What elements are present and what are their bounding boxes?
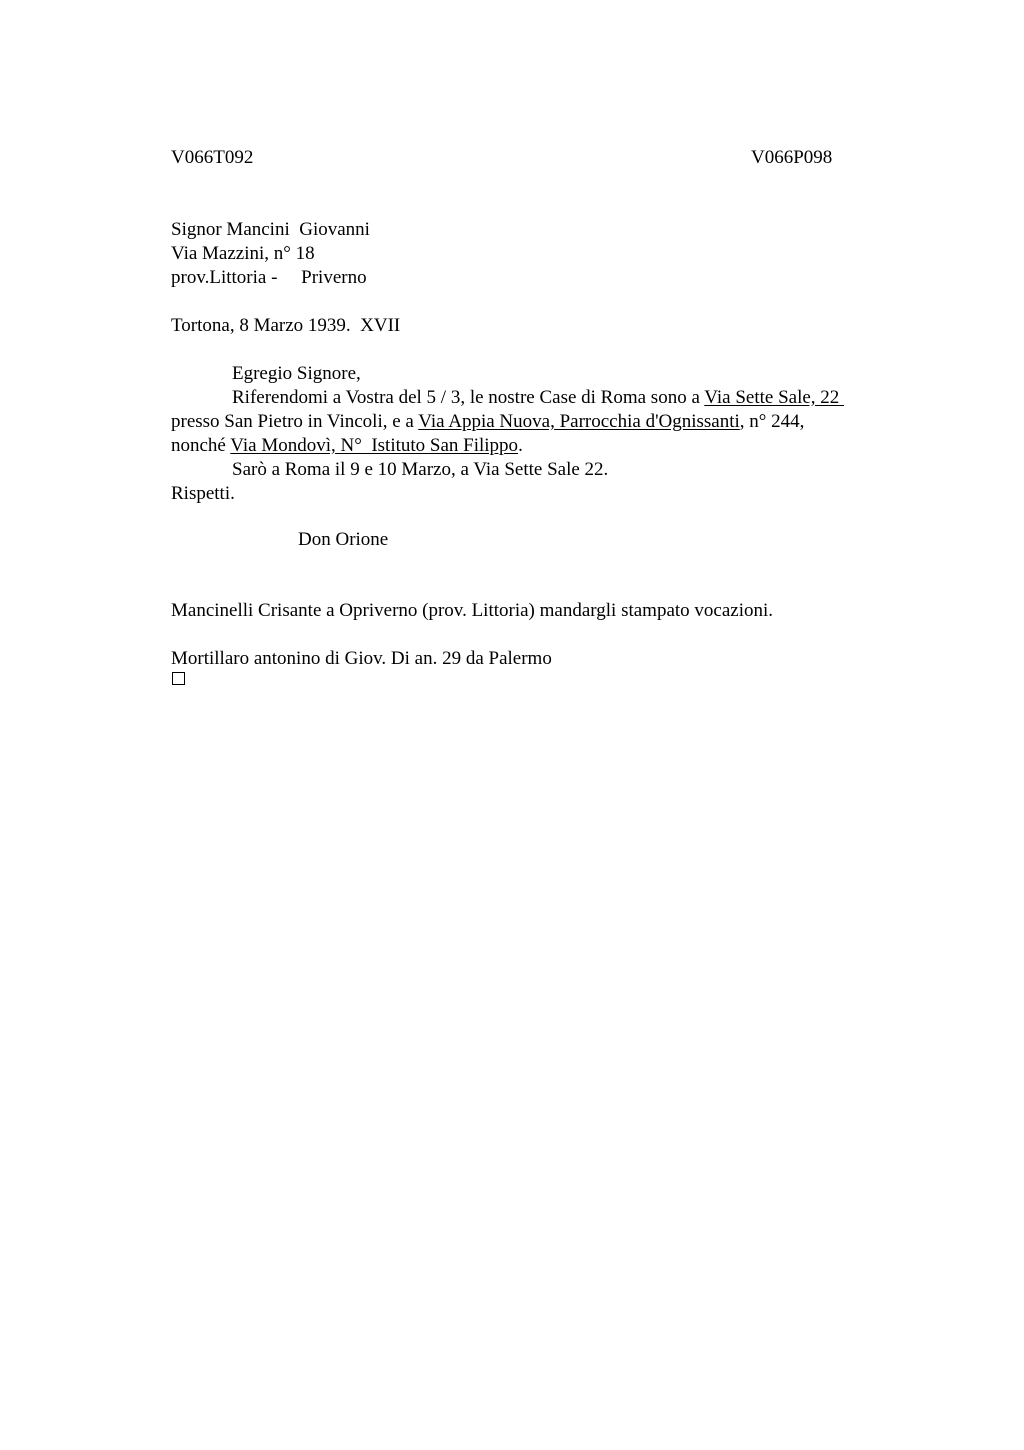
letter-text: Riferendomi a Vostra del 5 / 3, le nostre Case di Roma sono a (232, 387, 705, 408)
address-line-2: Via Mazzini, n° 18 (171, 243, 315, 264)
letter-line-4: Sarò a Roma il 9 e 10 Marzo, a Via Sette Sale 22. (232, 459, 609, 480)
salutation: Egregio Signore, (232, 363, 361, 384)
letter-text: nonché (171, 435, 231, 456)
address-underlined-3: Via Mondovì, N° Istituto San Filippo (230, 435, 519, 456)
checkbox-square-icon (172, 672, 185, 685)
address-line-1: Signor Mancini Giovanni (171, 219, 370, 240)
letter-text: . (518, 435, 523, 456)
dateline: Tortona, 8 Marzo 1939. XVII (171, 315, 401, 336)
letter-text: , n° 244, (739, 411, 805, 432)
letter-line-1 (232, 386, 844, 410)
address-underlined-2: Via Appia Nuova, Parrocchia d'Ognissanti (418, 411, 740, 432)
left-archive-code: V066T092 (171, 147, 254, 168)
letter-text: presso San Pietro in Vincoli, e a (171, 411, 419, 432)
note-2: Mortillaro antonino di Giov. Di an. 29 da Palermo (171, 648, 552, 669)
address-line-3: prov.Littoria - Priverno (171, 267, 367, 288)
right-archive-code: V066P098 (751, 147, 833, 168)
letter-line-2 (171, 410, 804, 434)
address-underlined-1: Via Sette Sale, 22 (704, 387, 845, 408)
letter-line-3 (171, 434, 523, 458)
closing: Rispetti. (171, 483, 235, 504)
note-1: Mancinelli Crisante a Opriverno (prov. Littoria) mandargli stampato vocazioni. (171, 600, 774, 621)
signature: Don Orione (298, 529, 389, 550)
